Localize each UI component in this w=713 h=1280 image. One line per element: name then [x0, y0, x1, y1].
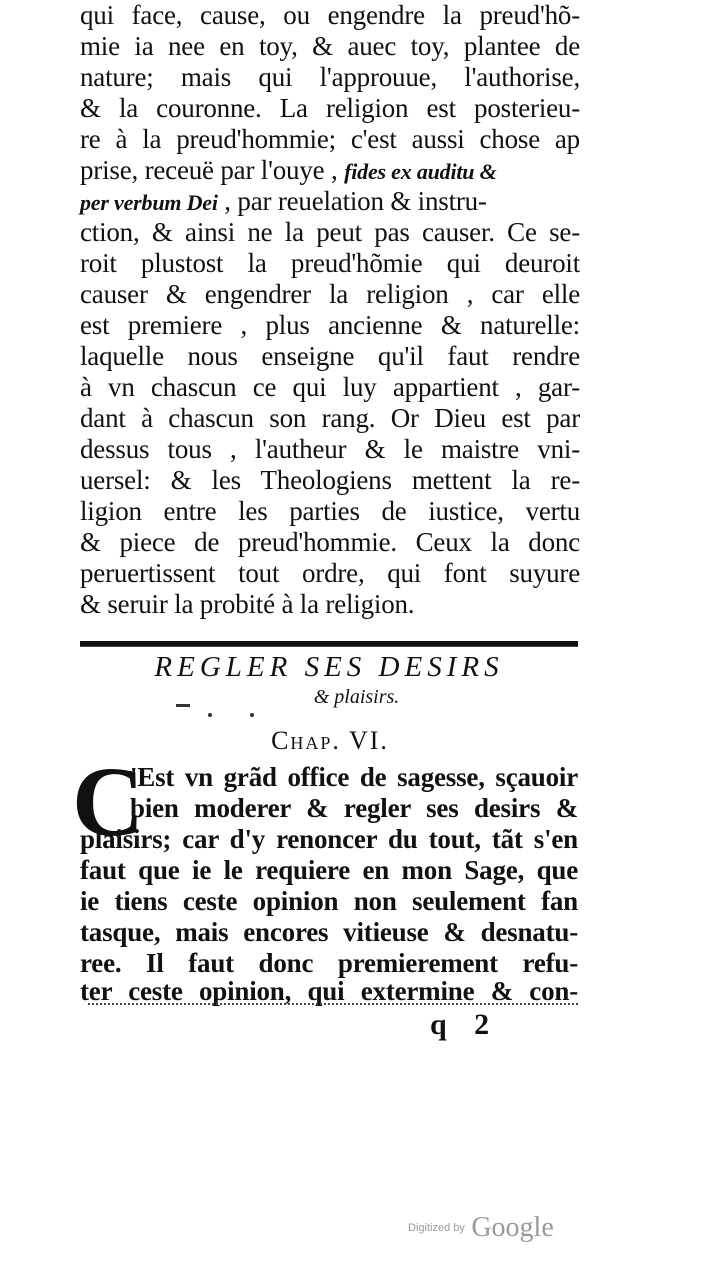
text-line: qui face, cause, ou engendre la preud'hõ- — [80, 0, 580, 30]
chapter-heading: Chap. VI. — [271, 726, 389, 755]
section-title: REGLER SES DESIRS — [154, 651, 504, 683]
text-line: dessus tous , l'autheur & le maistre vni- — [80, 434, 580, 464]
text-line: peruertissent tout ordre, qui font suyure — [80, 558, 580, 588]
text-fragment: , par reuelation & instru- — [224, 186, 487, 216]
text-line: bien moderer & regler ses desirs & — [130, 793, 578, 823]
watermark-brand: Google — [471, 1212, 554, 1243]
ink-speck — [250, 713, 254, 717]
text-line: roit plustost la preud'hõmie qui deuroit — [80, 248, 580, 278]
text-line: mie ia nee en toy, & auec toy, plantee de — [80, 31, 580, 61]
text-line: tasque, mais encores vitieuse & desnatu- — [80, 917, 578, 947]
text-line: à vn chascun ce qui luy appartient , gar- — [80, 372, 580, 402]
signature-mark: q 2 — [430, 1008, 500, 1041]
latin-quote: fides ex auditu & — [344, 159, 497, 184]
bottom-rule — [88, 1003, 578, 1005]
text-line: 'Est vn grãd office de sagesse, sçauoir — [130, 762, 578, 792]
text-line: faut que ie le requiere en mon Sage, que — [80, 855, 578, 885]
drop-cap: C — [72, 746, 145, 857]
text-line: laquelle nous enseigne qu'il faut rendre — [80, 341, 580, 371]
text-line: causer & engendrer la religion , car elle — [80, 279, 580, 309]
text-line: ter ceste opinion, qui extermine & con- — [80, 976, 578, 1006]
section-divider — [80, 641, 578, 647]
text-line: est premiere , plus ancienne & naturelle: — [80, 310, 580, 340]
ink-speck — [176, 704, 190, 707]
text-line-mixed — [80, 186, 580, 217]
text-line-mixed — [80, 155, 580, 186]
text-line: dant à chascun son rang. Or Dieu est par — [80, 403, 580, 433]
text-line: uersel: & les Theologiens mettent la re- — [80, 465, 580, 495]
text-line: re à la preud'hommie; c'est aussi chose ap — [80, 124, 580, 154]
text-line: ction, & ainsi ne la peut pas causer. Ce se- — [80, 217, 580, 247]
ink-speck — [208, 713, 212, 717]
text-line: & seruir la probité à la religion. — [80, 589, 415, 619]
text-fragment: prise, receuë par l'ouye , — [80, 155, 338, 185]
watermark-prefix: Digitized by — [408, 1222, 465, 1234]
text-line: ie tiens ceste opinion non seulement fan — [80, 886, 578, 916]
digitized-watermark — [408, 1212, 554, 1244]
text-line: nature; mais qui l'approuue, l'authorise, — [80, 62, 580, 92]
text-line: & piece de preud'hommie. Ceux la donc — [80, 527, 580, 557]
text-line: ligion entre les parties de iustice, vertu — [80, 496, 580, 526]
text-line: plaisirs; car d'y renoncer du tout, tãt s'en — [80, 824, 578, 854]
text-line: ree. Il faut donc premierement refu- — [80, 948, 578, 978]
text-line: & la couronne. La religion est posterieu- — [80, 93, 580, 123]
section-subtitle: & plaisirs. — [313, 686, 400, 708]
latin-quote: per verbum Dei — [80, 190, 218, 215]
